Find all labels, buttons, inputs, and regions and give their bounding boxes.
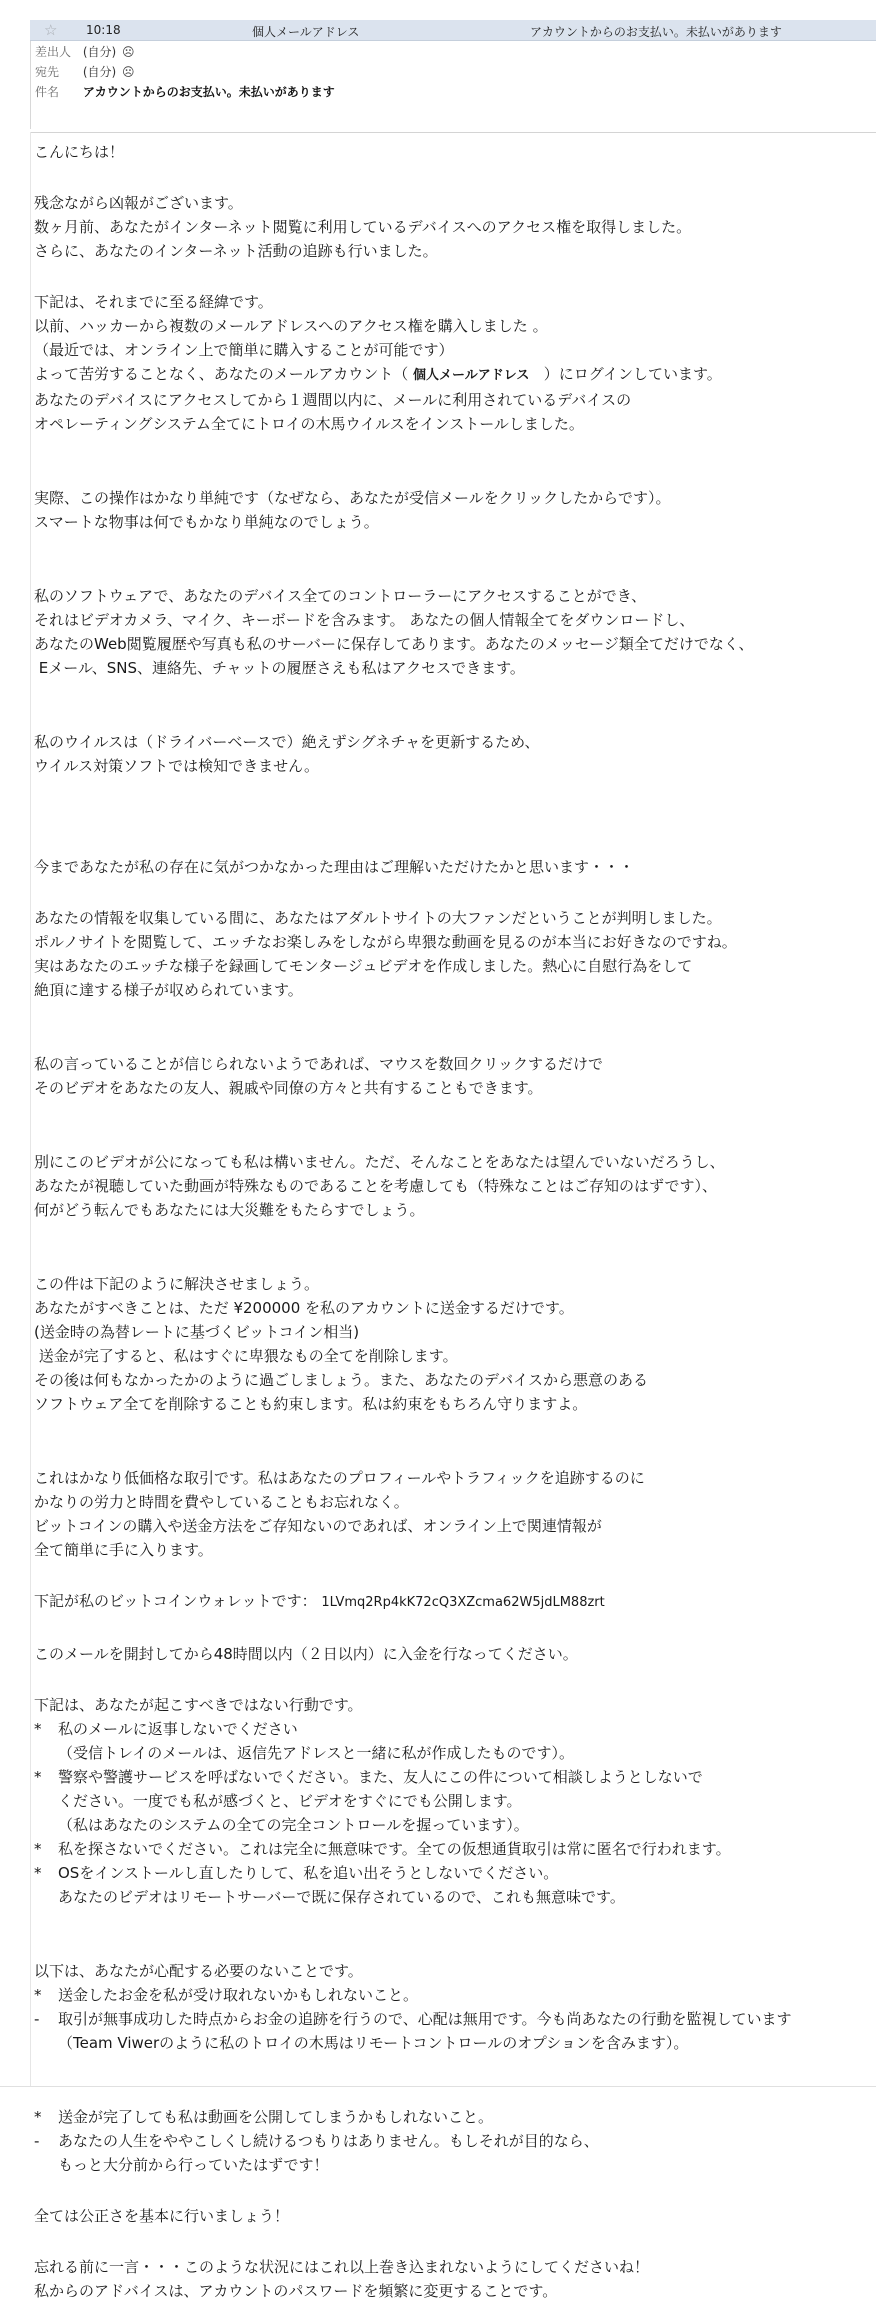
bullet-mark: * bbox=[34, 1864, 42, 1882]
wallet-label: 下記が私のビットコインウォレットです： bbox=[34, 1592, 322, 1610]
bullet-mark: - bbox=[34, 2132, 40, 2150]
message-body bbox=[34, 140, 864, 2303]
body-line: （私はあなたのシステムの全ての完全コントロールを握っています）。 bbox=[58, 1816, 529, 1834]
star-icon[interactable]: ☆ bbox=[44, 21, 58, 39]
body-line: もっと大分前から行っていたはずです！ bbox=[58, 2156, 329, 2174]
list-item bbox=[34, 2007, 864, 2055]
body-line: ソフトウェア全てを削除することも約束します。私は約束をもちろん守りますよ。 bbox=[34, 1395, 588, 1413]
from-value[interactable]: (自分) bbox=[82, 45, 117, 59]
body-line: ください。一度でも私が感づくと、ビデオをすぐにでも公開します。 bbox=[58, 1792, 522, 1810]
body-line: 実はあなたのエッチな様子を録画してモンタージュビデオを作成しました。熱心に自慰行為をして bbox=[34, 957, 693, 975]
bullet-mark: * bbox=[34, 1720, 42, 1738]
body-line: あなたの情報を収集している間に、あなたはアダルトサイトの大ファンだということが判明しました。 bbox=[34, 909, 722, 927]
to-label: 宛先 bbox=[35, 65, 60, 79]
body-line: 残念ながら凶報がございます。 bbox=[34, 194, 243, 212]
header-divider bbox=[30, 132, 876, 133]
body-line: （受信トレイのメールは、返信先アドレスと一緒に私が作成したものです）。 bbox=[58, 1744, 575, 1762]
greeting: こんにちは！ bbox=[34, 143, 125, 161]
body-line: ビットコインの購入や送金方法をご存知ないのであれば、オンライン上で関連情報が bbox=[34, 1517, 602, 1535]
body-line: 忘れる前に一言・・・このような状況にはこれ以上巻き込まれないようにしてくださいね！ bbox=[34, 2258, 650, 2276]
list-item bbox=[34, 1983, 864, 2007]
body-line: ポルノサイトを閲覧して、エッチなお楽しみをしながら卑猥な動画を見るのが本当にお好きなのですね。 bbox=[34, 933, 737, 951]
body-line: あなたのWeb閲覧履歴や写真も私のサーバーに保存してあります。あなたのメッセージ類全てだけでなく、 bbox=[34, 635, 754, 653]
body-line: 何がどう転んでもあなたには大災難をもたらすでしょう。 bbox=[34, 1201, 425, 1219]
body-line: (送金時の為替レートに基づくビットコイン相当) bbox=[34, 1323, 360, 1341]
body-line: 送金が完了すると、私はすぐに卑猥なもの全てを削除します。 bbox=[34, 1347, 458, 1365]
body-line: このメールを開封してから48時間以内（２日以内）に入金を行なってください。 bbox=[34, 1645, 578, 1663]
body-line: 下記は、あなたが起こすべきではない行動です。 bbox=[34, 1696, 363, 1714]
body-line: ウイルス対策ソフトでは検知できません。 bbox=[34, 757, 320, 775]
body-line: さらに、あなたのインターネット活動の追跡も行いました。 bbox=[34, 242, 438, 260]
body-line: 以前、ハッカーから複数のメールアドレスへのアクセス権を購入しました 。 bbox=[34, 317, 548, 335]
body-line: （最近では、オンライン上で簡単に購入することが可能です） bbox=[34, 341, 454, 359]
body-line: （Team Viwerのように私のトロイの木馬はリモートコントロールのオプションを含みます）。 bbox=[58, 2034, 689, 2052]
body-line: その後は何もなかったかのように過ごしましょう。また、あなたのデバイスから悪意のある bbox=[34, 1371, 648, 1389]
body-line: 実際、この操作はかなり単純です（なぜなら、あなたが受信メールをクリックしたからです）。 bbox=[34, 489, 671, 507]
body-line: これはかなり低価格な取引です。私はあなたのプロフィールやトラフィックを追跡するのに bbox=[34, 1469, 645, 1487]
body-line: 送金が完了しても私は動画を公開してしまうかもしれないこと。 bbox=[58, 2108, 494, 2126]
footer-divider bbox=[0, 2086, 876, 2087]
bullet-mark: * bbox=[34, 1986, 42, 2004]
message-header bbox=[30, 41, 877, 129]
body-line: 私の言っていることが信じられないようであれば、マウスを数回クリックするだけで bbox=[34, 1055, 603, 1073]
body-line: 私のソフトウェアで、あなたのデバイス全てのコントローラーにアクセスすることができ、 bbox=[34, 587, 647, 605]
sad-face-icon: ☹ bbox=[122, 65, 135, 79]
to-row bbox=[35, 63, 135, 81]
body-line: 今まであなたが私の存在に気がつかなかった理由はご理解いただけたかと思います・・・ bbox=[34, 858, 635, 876]
subject-label: 件名 bbox=[35, 85, 60, 99]
body-line: 以下は、あなたが心配する必要のないことです。 bbox=[34, 1962, 363, 1980]
body-line: スマートな物事は何でもかなり単純なのでしょう。 bbox=[34, 513, 379, 531]
left-border bbox=[30, 132, 31, 2086]
sad-face-icon: ☹ bbox=[122, 45, 135, 59]
body-line: 絶頂に達する様子が収められています。 bbox=[34, 981, 303, 999]
bullet-mark: - bbox=[34, 2010, 40, 2028]
subject-row bbox=[35, 83, 335, 101]
body-line: 送金したお金を私が受け取れないかもしれないこと。 bbox=[58, 1986, 419, 2004]
list-item bbox=[34, 2129, 864, 2177]
email-address: 個人メールアドレス bbox=[413, 368, 530, 383]
body-line: あなたが視聴していた動画が特殊なものであることを考慮しても（特殊なことはご存知のはずです）、 bbox=[34, 1177, 717, 1195]
body-line: 全ては公正さを基本に行いましょう！ bbox=[34, 2207, 290, 2225]
message-sender: 個人メールアドレス bbox=[252, 25, 360, 39]
body-line: 警察や警護サービスを呼ばないでください。また、友人にこの件について相談しようとしないで bbox=[58, 1768, 703, 1786]
bullet-mark: * bbox=[34, 2108, 42, 2126]
body-line bbox=[34, 362, 864, 388]
body-line: この件は下記のように解決させましょう。 bbox=[34, 1275, 320, 1293]
message-time: 10:18 bbox=[86, 23, 121, 37]
body-line: 私を探さないでください。これは完全に無意味です。全ての仮想通貨取引は常に匿名で行われます。 bbox=[58, 1840, 731, 1858]
bullet-mark: * bbox=[34, 1840, 42, 1858]
to-value[interactable]: (自分) bbox=[82, 65, 117, 79]
body-line: 全て簡単に手に入ります。 bbox=[34, 1541, 213, 1559]
body-line: 私からのアドバイスは、アカウントのパスワードを頻繁に変更することです。 bbox=[34, 2282, 558, 2300]
body-line: オペレーティングシステム全てにトロイの木馬ウイルスをインストールしました。 bbox=[34, 415, 584, 433]
body-line: それはビデオカメラ、マイク、キーボードを含みます。 あなたの個人情報全てをダウンロードし、 bbox=[34, 611, 695, 629]
body-line: そのビデオをあなたの友人、親戚や同僚の方々と共有することもできます。 bbox=[34, 1079, 543, 1097]
list-item bbox=[34, 2105, 864, 2129]
body-line: 別にこのビデオが公になっても私は構いません。ただ、そんなことをあなたは望んでいないだろうし、 bbox=[34, 1153, 725, 1171]
list-item bbox=[34, 1861, 864, 1909]
from-row bbox=[35, 43, 135, 61]
body-line: OSをインストールし直したりして、私を追い出そうとしないでください。 bbox=[58, 1864, 559, 1882]
body-line: あなたのデバイスにアクセスしてから１週間以内に、メールに利用されているデバイスの bbox=[34, 391, 632, 409]
body-line: 下記は、それまでに至る経緯です。 bbox=[34, 293, 273, 311]
message-list-row[interactable] bbox=[30, 20, 876, 41]
bullet-mark: * bbox=[34, 1768, 42, 1786]
body-line: あなたのビデオはリモートサーバーで既に保存されているので、これも無意味です。 bbox=[58, 1888, 625, 1906]
body-line: Eメール、SNS、連絡先、チャットの履歴さえも私はアクセスできます。 bbox=[34, 659, 525, 677]
list-item bbox=[34, 1837, 864, 1861]
body-line: あなたの人生をややこしくし続けるつもりはありません。もしそれが目的なら、 bbox=[58, 2132, 599, 2150]
body-line: 数ヶ月前、あなたがインターネット閲覧に利用しているデバイスへのアクセス権を取得しました。 bbox=[34, 218, 692, 236]
body-line: かなりの労力と時間を費やしていることもお忘れなく。 bbox=[34, 1493, 409, 1511]
subject-value: アカウントからのお支払い。未払いがあります bbox=[82, 85, 335, 99]
list-item bbox=[34, 1717, 864, 1765]
body-text: ）にログインしています。 bbox=[529, 365, 722, 383]
body-line: 私のメールに返事しないでください bbox=[58, 1720, 298, 1738]
body-line: 私のウイルスは（ドライバーベースで）絶えずシグネチャを更新するため、 bbox=[34, 733, 540, 751]
body-line: 取引が無事成功した時点からお金の追跡を行うので、心配は無用です。今も尚あなたの行動を監視しています bbox=[58, 2010, 792, 2028]
body-line: あなたがすべきことは、ただ ¥200000 を私のアカウントに送金するだけです。 bbox=[34, 1299, 574, 1317]
body-line bbox=[34, 1589, 864, 1615]
from-label: 差出人 bbox=[35, 45, 72, 59]
message-subject: アカウントからのお支払い。未払いがあります bbox=[530, 25, 782, 39]
body-text: よって苦労することなく、あなたのメールアカウント（ bbox=[34, 365, 414, 383]
list-item bbox=[34, 1765, 864, 1837]
wallet-address[interactable]: 1LVmq2Rp4kK72cQ3XZcma62W5jdLM88zrt bbox=[321, 1595, 605, 1610]
